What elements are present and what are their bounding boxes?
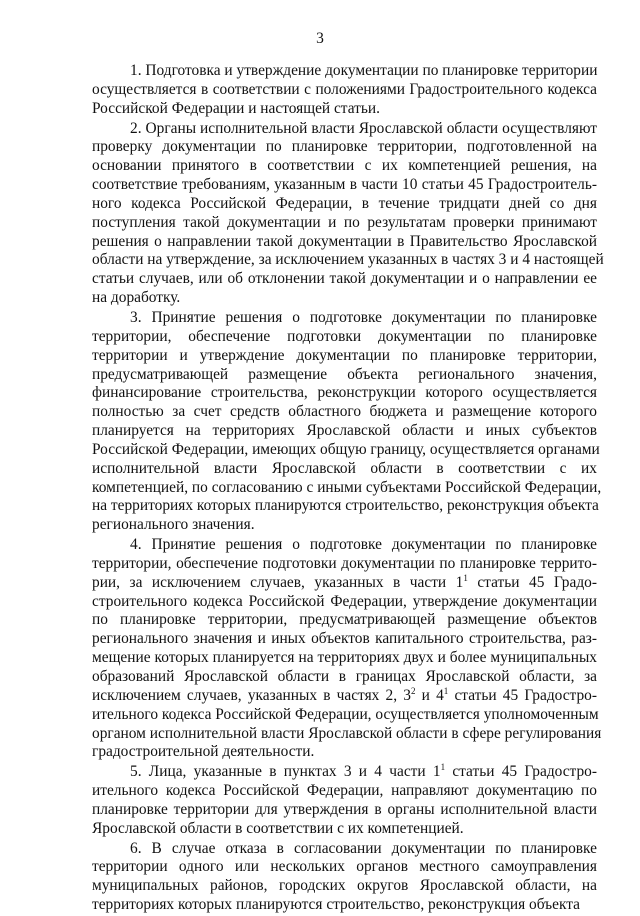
text-line: поступления такой документации и по результатам проверки принимают <box>92 213 597 231</box>
paragraph-5 <box>92 763 597 838</box>
text-line: 5. Лица, указанные в пунктах 3 и 4 части $1^1$ статьи 45 Градостро- <box>130 762 597 781</box>
text-line: основании принятого в соответствии с их компетенцией решения, на <box>92 157 597 175</box>
text-line: регионального значения и иных объектов капитального строительства, раз- <box>92 630 597 648</box>
text-line: статьи случаев, или об отклонении такой документации и о направлении ее <box>92 270 597 288</box>
text-line: органом исполнительной власти Ярославской области в сфере регулирования <box>92 724 602 742</box>
text-line: 6. В случае отказа в согласовании документации по планировке <box>130 839 597 857</box>
text-line: рии, за исключением случаев, указанных в части $1^1$ статьи 45 Градо- <box>92 572 597 591</box>
text-line: территории и утверждение документации по планировке территории, <box>92 346 597 364</box>
text-line: планируется на территориях Ярославской области и иных субъектов <box>92 422 597 440</box>
text-line: мещение которых планируется на территориях двух и более муниципальных <box>92 649 597 667</box>
text-line: 3. Принятие решения о подготовке документации по планировке <box>130 308 597 326</box>
paragraph-2 <box>92 119 604 308</box>
text-line: планировке территории для утверждения в органы исполнительной власти <box>92 800 597 818</box>
text-line: на доработку. <box>92 289 181 307</box>
text-line: предусматривающей размещение объекта регионального значения, <box>92 365 597 383</box>
text-line: территории, обеспечение подготовки документации по планировке <box>92 327 597 345</box>
text-line: на территориях которых планируются строительство, реконструкция объекта <box>92 497 599 515</box>
text-line: исключением случаев, указанных в частях 2, $3^2$ и $4^1$ статьи 45 Градостро- <box>92 685 597 704</box>
text-line: градостроительной деятельности. <box>92 743 315 761</box>
paragraph-3 <box>92 308 602 535</box>
text-line: 1. Подготовка и утверждение документации по планировке территории <box>130 62 598 79</box>
text-line: Российской Федерации и настоящей статьи. <box>92 99 380 117</box>
paragraph-1 <box>92 62 597 119</box>
text-line: Ярославской области в соответствии с их компетенцией. <box>92 819 464 837</box>
text-line: 4. Принятие решения о подготовке документации по планировке <box>130 536 597 554</box>
text-line: осуществляется в соответствии с положениями Градостроительного кодекса <box>92 80 597 98</box>
text-line: территории, обеспечение подготовки документации по планировке террито- <box>92 554 597 572</box>
text-line: по планировке территории, предусматривающей размещение объектов <box>92 611 597 629</box>
text-line: территориях которых планируются строительство, реконструкция объекта <box>92 896 580 914</box>
text-line: исполнительной власти Ярославской области в соответствии с их <box>92 459 597 477</box>
text-line: территории одного или нескольких органов местного самоуправления <box>92 858 597 876</box>
text-line: 2. Органы исполнительной власти Ярославской области осуществляют <box>130 119 597 137</box>
text-line: компетенцией, по согласованию с иными субъектами Российской Федерации, <box>92 478 602 496</box>
paragraph-4 <box>92 536 602 762</box>
text-line: ного кодекса Российской Федерации, в течение тридцати дней со дня <box>92 194 597 212</box>
text-line: проверку документации по планировке территории, подготовленной на <box>92 138 597 156</box>
text-line: регионального значения. <box>92 516 255 534</box>
text-line: Российской Федерации, имеющих общую границу, осуществляется органами <box>92 440 600 458</box>
paragraph-6 <box>92 840 597 915</box>
text-line: строительного кодекса Российской Федерации, утверждение документации <box>92 592 597 610</box>
text-line: ительного кодекса Российской Федерации, осуществляется уполномоченным <box>92 705 599 723</box>
text-line: финансирование строительства, реконструкции которого осуществляется <box>92 384 597 402</box>
page-number: 3 <box>316 30 324 47</box>
text-line: области на утверждение, за исключением указанных в частях 3 и 4 настоящей <box>92 251 604 269</box>
text-line: образований Ярославской области в границах Ярославской области, за <box>92 668 597 685</box>
text-line: решения о направлении такой документации в Правительство Ярославской <box>92 232 597 250</box>
text-line: ительного кодекса Российской Федерации, направляют документацию по <box>92 782 597 800</box>
text-line: муниципальных районов, городских округов Ярославской области, на <box>92 877 597 895</box>
text-line: полностью за счет средств областного бюджета и размещение которого <box>92 403 597 421</box>
text-line: соответствие требованиям, указанным в части 10 статьи 45 Градостроитель- <box>92 176 597 194</box>
document-body <box>92 62 604 916</box>
